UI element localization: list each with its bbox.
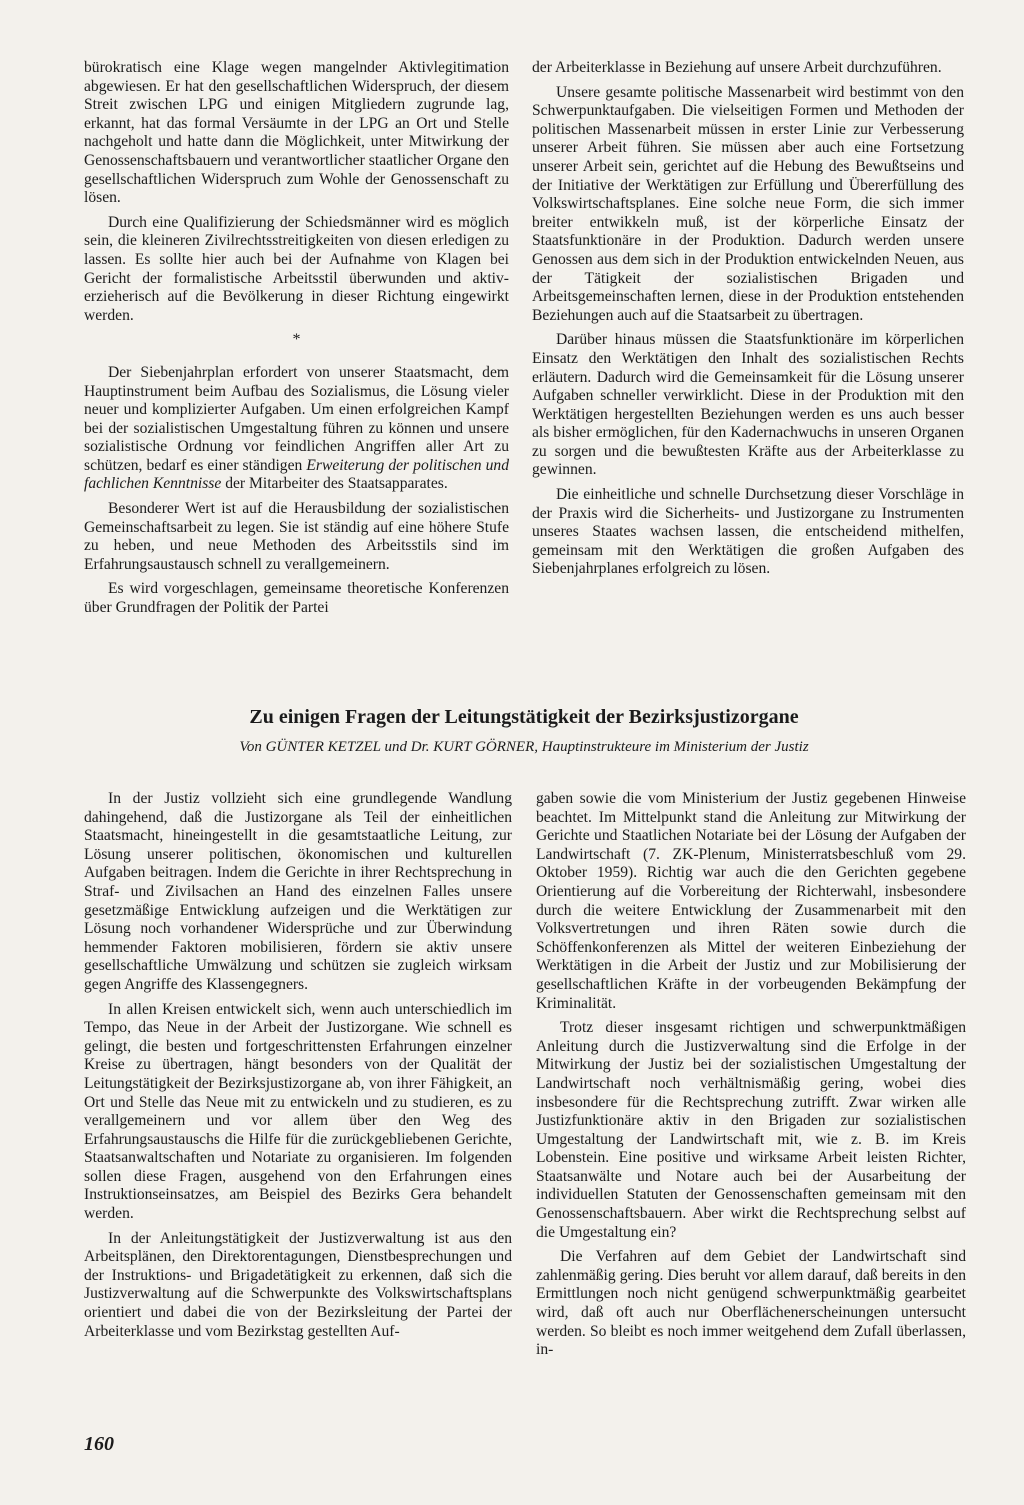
paragraph: Es wird vorgeschlagen, gemeinsame theoretische Konferenzen über Grundfragen der Politik der Partei	[84, 580, 509, 617]
paragraph: Die einheitliche und schnelle Durchsetzung dieser Vorschläge in der Praxis wird die Sicherheits- und Justizorgane zu Instrumenten unseres Staates wachsen lassen, die entscheidend mithelfen, gemeinsam mit den Werktätigen die großen Aufgaben des Siebenjahrplanes erfolgreich zu lösen.	[532, 486, 964, 578]
paragraph: Besonderer Wert ist auf die Herausbildung der sozialistischen Gemeinschaftsarbeit zu legen. Sie ist ständig auf eine höhere Stufe zu heben, und neue Methoden des Arbeitsstils sind im Erfahrungsaustausch schnell zu verallgemeinern.	[84, 500, 509, 573]
paragraph: Die Verfahren auf dem Gebiet der Landwirtschaft sind zahlenmäßig gering. Dies beruht vor allem darauf, daß bereits in den Ermittlungen noch nicht genügend schwerpunktmäßig gearbeitet wird, daß oft auch nur Oberflächenerscheinungen untersucht werden. So bleibt es noch immer weitgehend dem Zufall überlassen, in-	[536, 1248, 966, 1359]
page-number: 160	[84, 1433, 114, 1455]
column-bottom-left	[84, 790, 512, 1347]
article-byline: Von GÜNTER KETZEL und Dr. KURT GÖRNER, Hauptinstrukteure im Ministerium der Justiz	[239, 739, 809, 755]
section-separator: *	[292, 331, 301, 349]
paragraph: gaben sowie die vom Ministerium der Justiz gegebenen Hinweise beachtet. Im Mittelpunkt stand die Anleitung zur Mitwirkung der Gerichte und Staatlichen Notariate bei der Lösung der Aufgaben der Landwirtschaft (7. ZK-Plenum, Ministerratsbeschluß vom 29. Oktober 1959). Richtig war auch die den Gerichten gegebene Orientierung auf die Vorbereitung der Richterwahl, insbesondere durch die weitere Entwicklung der Zusammenarbeit mit den Volksvertretungen und ihren Räten sowie durch die Schöffenkonferenzen als Mittel der weiteren Einbeziehung der Werktätigen in die Arbeit der Justiz und zur Mobilisierung der gesellschaftlichen Kräfte in der vorbeugenden Bekämpfung der Kriminalität.	[536, 790, 966, 1012]
column-top-left	[84, 59, 509, 624]
column-bottom-right	[536, 790, 966, 1366]
text-run: Der Siebenjahrplan erfordert von unserer Staatsmacht, dem Hauptinstrument beim Aufbau des Sozialismus, die Lösung vieler neuer und komplizierter Aufgaben. Um einen erfolgreichen Kampf bei der sozialistischen Umgestaltung führen zu können und unsere sozialistische Ordnung vor feindlichen Angriffen aller Art zu schützen, bedarf es einer ständigen	[84, 363, 509, 474]
paragraph: bürokratisch eine Klage wegen mangelnder Aktivlegitimation abgewiesen. Er hat den gesellschaftlichen Widerspruch, der diesem Streit zwischen LPG und einigen Mitgliedern zugrunde lag, erkannt, hat das formal Versäumte in der LPG an Ort und Stelle nachgeholt und hatte dann die Möglichkeit, unter Mitwirkung der Genossenschaftsbauern und verantwortlicher staatlicher Organe den gesellschaftlichen Widerspruch zum Wohle der Genossenschaft zu lösen.	[84, 59, 509, 207]
paragraph	[84, 364, 509, 494]
paragraph: In der Justiz vollzieht sich eine grundlegende Wandlung dahingehend, daß die Justizorgane als Teil der einheitlichen Staatsmacht, hineingestellt in die gesamtstaatliche Leitung, zur Lösung unserer politischen, ökonomischen und kulturellen Aufgaben beitragen. Indem die Gerichte in ihrer Rechtsprechung in Straf- und Zivilsachen an Hand des einzelnen Falles unsere gesetzmäßige Entwicklung aufzeigen und die Werktätigen zur Lösung noch vorhandener Widersprüche und zur Überwindung hemmender Faktoren mobilisieren, fördern sie aktiv unsere gesellschaftliche Umwälzung und schützen sie zugleich wirksam gegen Angriffe des Klassengegners.	[84, 790, 512, 993]
article-title: Zu einigen Fragen der Leitungstätigkeit der Bezirksjustizorgane	[249, 706, 799, 728]
paragraph: Darüber hinaus müssen die Staatsfunktionäre im körperlichen Einsatz den Werktätigen den Inhalt des sozialistischen Rechts erläutern. Dadurch wird die Gemeinsamkeit für die Lösung unserer Aufgaben schneller verwirklicht. Diese in der Produktion mit den Werktätigen hergestellten Beziehungen werden es uns auch besser als bisher ermöglichen, für den Kadernachwuchs in unseren Organen zu sorgen und die bewußtesten Kräfte aus der Arbeiterklasse zu gewinnen.	[532, 331, 964, 479]
text-run: der Mitarbeiter des Staatsapparates.	[225, 475, 448, 493]
paragraph: In der Anleitungstätigkeit der Justizverwaltung ist aus den Arbeitsplänen, den Direktorentagungen, Dienstbesprechungen und der Instruktions- und Brigadetätigkeit zu erkennen, daß sich die Justizverwaltung auf die Schwerpunkte des Volkswirtschaftsplans orientiert und dabei die von der Bezirksleitung der Partei der Arbeiterklasse und vom Bezirkstag gestellten Auf-	[84, 1229, 512, 1340]
paragraph: der Arbeiterklasse in Beziehung auf unsere Arbeit durchzuführen.	[532, 59, 942, 76]
paragraph: Unsere gesamte politische Massenarbeit wird bestimmt von den Schwerpunktaufgaben. Die vielseitigen Formen und Methoden der politischen Massenarbeit müssen in erster Linie zur Verbesserung unserer Arbeit führen. Sie müssen aber auch eine Fortsetzung unserer Arbeit sein, gerichtet auf die Hebung des Bewußtseins und der Initiative der Werktätigen zur Erfüllung und Übererfüllung des Volkswirtschaftsplanes. Eine solche neue Form, die sich immer breiter entwikkeln muß, ist der körperliche Einsatz der Staatsfunktionäre in der Produktion. Dadurch werden unsere Genossen aus dem sich in der Produktion entwickelnden Neuen, aus der Tätigkeit der sozialistischen Brigaden und Arbeitsgemeinschaften lernen, diese in der Produktion entstehenden Beziehungen auch auf die Staatsarbeit zu übertragen.	[532, 83, 964, 324]
paragraph: In allen Kreisen entwickelt sich, wenn auch unterschiedlich im Tempo, das Neue in der Arbeit der Justizorgane. Wie schnell es gelingt, die besten und fortgeschrittensten Erfahrungen einzelner Kreise zu übertragen, hängt besonders von der Qualität der Leitungstätigkeit der Bezirksjustizorgane ab, von ihrer Fähigkeit, an Ort und Stelle das Neue mit zu entwickeln und zu studieren, es zu verallgemeinern und vor allem über den Weg des Erfahrungsaustauschs die Hilfe für die zurückgebliebenen Gerichte, Staatsanwaltschaften und Notariate zu organisieren. Im folgenden sollen diese Fragen, ausgehend von den Erfahrungen eines Instruktionseinsatzes, am Beispiel des Bezirks Gera behandelt werden.	[84, 1000, 512, 1223]
paragraph: Durch eine Qualifizierung der Schiedsmänner wird es möglich sein, die kleineren Zivilrechtsstreitigkeiten von diesen erledigen zu lassen. Es sollte hier auch bei der Aufnahme von Klagen bei Gericht der formalistische Arbeitsstil überwunden und aktiv-erzieherisch auf die Bevölkerung in dieser Richtung eingewirkt werden.	[84, 213, 509, 324]
column-top-right	[532, 59, 964, 585]
paragraph: Trotz dieser insgesamt richtigen und schwerpunktmäßigen Anleitung durch die Justizverwaltung sind die Erfolge in der Mitwirkung der Justiz bei der sozialistischen Umgestaltung der Landwirtschaft noch verhältnismäßig gering, wobei dies insbesondere für die Rechtsprechung zutrifft. Zwar wirken alle Justizfunktionäre aktiv in den Brigaden zur sozialistischen Umgestaltung der Landwirtschaft mit, wie z. B. im Kreis Lobenstein. Eine positive und wirksame Arbeit leisten Richter, Staatsanwälte und Notare auch bei der Ausarbeitung der individuellen Statuten der Genossenschaften gemeinsam mit den Genossenschaftsbauern. Aber wirkt die Rechtsprechung selbst auf die Umgestaltung ein?	[536, 1019, 966, 1241]
emphasis-text: Erweiterung der politischen und fachlichen Kenntnisse	[84, 456, 509, 493]
